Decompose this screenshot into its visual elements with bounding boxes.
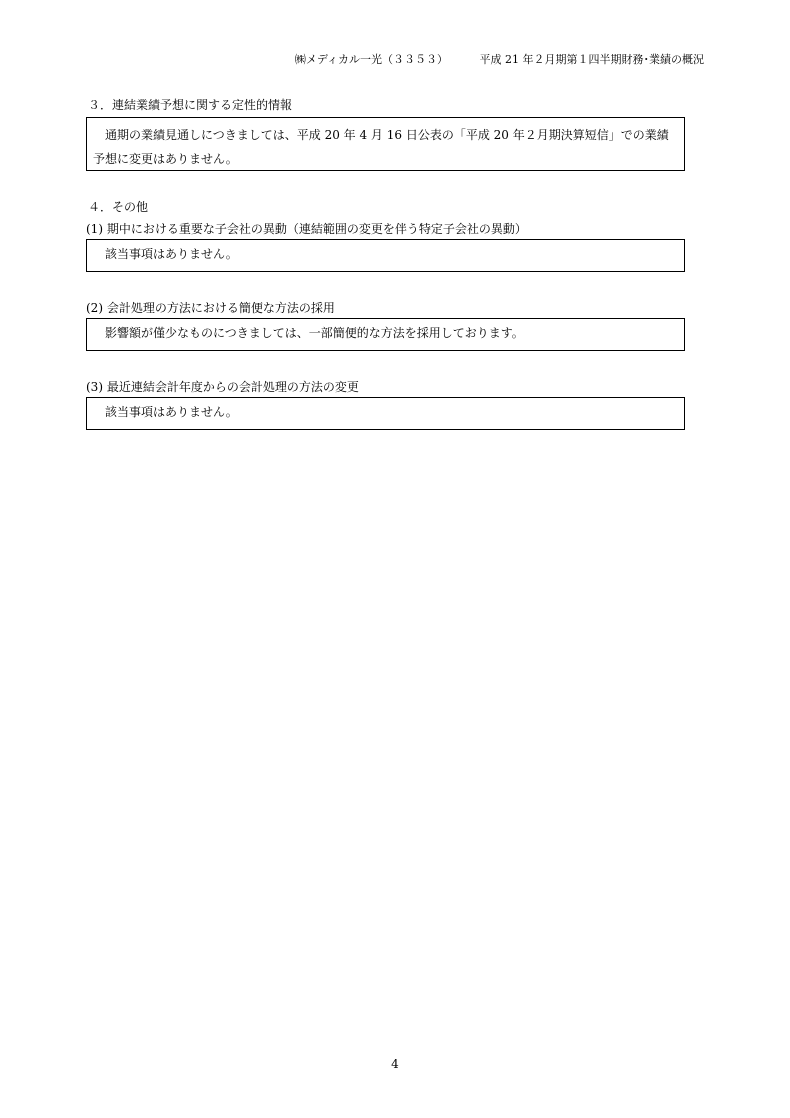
section-3-heading: ３．連結業績予想に関する定性的情報 [88,98,293,112]
page-number: 4 [391,1057,399,1071]
section-3-box [86,117,685,171]
item-2-body: 影響額が僅少なものにつきましては、一部簡便的な方法を採用しております。 [105,326,524,340]
section-3-body: 通期の業績見通しにつきましては、平成 20 年 4 月 16 日公表の「平成 20 年２月期決算短信」での業績予想に変更はありません。 [93,128,669,166]
page-header [295,51,704,67]
item-1-box [86,239,685,272]
item-3-title: (3) 最近連結会計年度からの会計処理の方法の変更 [86,380,359,394]
item-3-box [86,397,685,430]
item-3-body: 該当事項はありません。 [105,405,238,419]
company-name: ㈱メディカル一光（３３５３） [294,53,448,66]
item-2-box [86,318,685,351]
report-title: 平成 21 年２月期第１四半期財務･業績の概況 [479,53,704,66]
item-2-title: (2) 会計処理の方法における簡便な方法の採用 [86,301,335,315]
item-1-body: 該当事項はありません。 [105,247,238,261]
section-4-heading: ４．その他 [88,200,149,214]
item-1-title: (1) 期中における重要な子会社の異動（連結範囲の変更を伴う特定子会社の異動） [86,222,527,236]
